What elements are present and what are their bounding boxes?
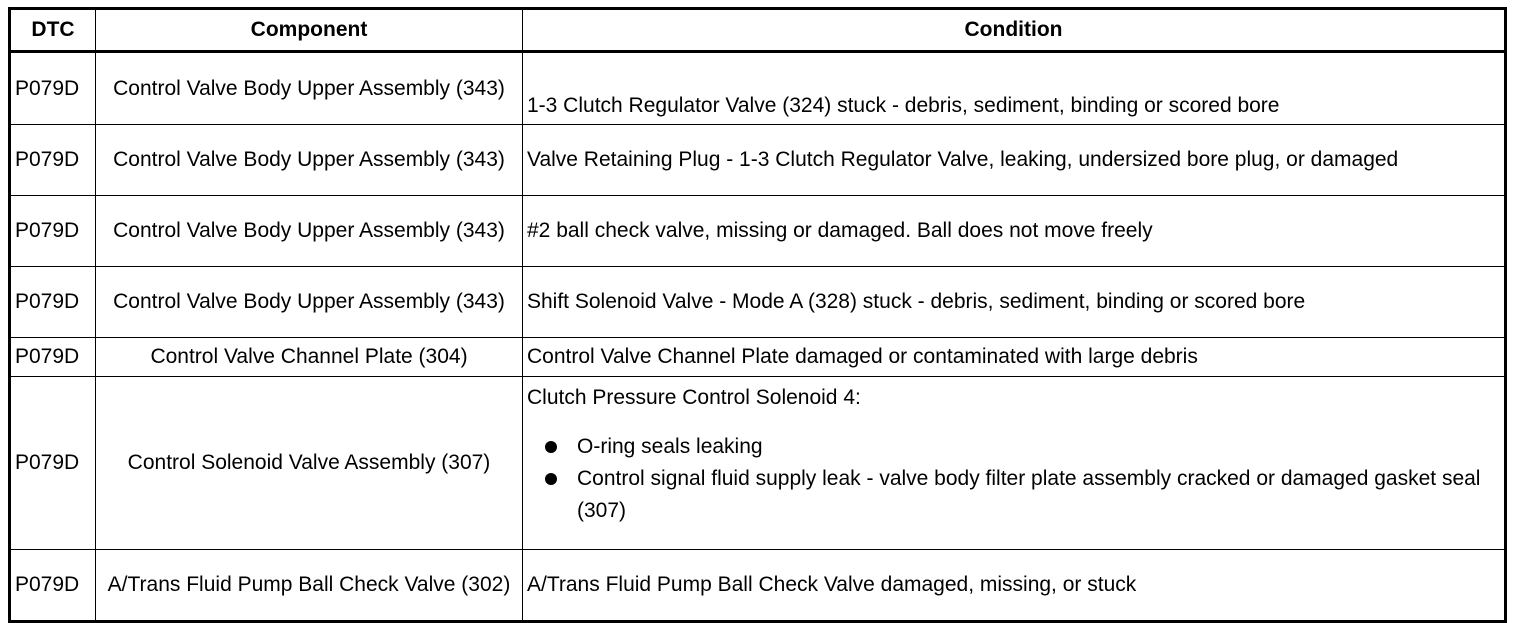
component-cell: Control Solenoid Valve Assembly (307) xyxy=(96,377,523,550)
dtc-cell: P079D xyxy=(10,52,96,125)
condition-bullet-item xyxy=(527,463,1500,527)
bullet-dot-icon xyxy=(545,441,557,453)
table-row xyxy=(10,338,1506,377)
table-row xyxy=(10,267,1506,338)
bullet-text: O-ring seals leaking xyxy=(577,435,763,458)
component-cell: A/Trans Fluid Pump Ball Check Valve (302) xyxy=(96,550,523,622)
table-row xyxy=(10,550,1506,622)
dtc-cell: P079D xyxy=(10,125,96,196)
component-cell: Control Valve Body Upper Assembly (343) xyxy=(96,125,523,196)
component-cell: Control Valve Channel Plate (304) xyxy=(96,338,523,377)
dtc-cell: P079D xyxy=(10,196,96,267)
component-cell: Control Valve Body Upper Assembly (343) xyxy=(96,267,523,338)
component-cell: Control Valve Body Upper Assembly (343) xyxy=(96,52,523,125)
dtc-cell: P079D xyxy=(10,267,96,338)
dtc-cell: P079D xyxy=(10,338,96,377)
table-row xyxy=(10,125,1506,196)
condition-cell: Control Valve Channel Plate damaged or contaminated with large debris xyxy=(523,338,1506,377)
condition-cell: #2 ball check valve, missing or damaged. Ball does not move freely xyxy=(523,196,1506,267)
header-component: Component xyxy=(96,9,523,52)
dtc-cell: P079D xyxy=(10,550,96,622)
header-condition: Condition xyxy=(523,9,1506,52)
condition-cell: Valve Retaining Plug - 1-3 Clutch Regulator Valve, leaking, undersized bore plug, or damaged xyxy=(523,125,1506,196)
dtc-cell: P079D xyxy=(10,377,96,550)
diagnostic-table xyxy=(8,7,1507,623)
table-row xyxy=(10,196,1506,267)
condition-cell: A/Trans Fluid Pump Ball Check Valve damaged, missing, or stuck xyxy=(523,550,1506,622)
table-row xyxy=(10,52,1506,125)
bullet-text: Control signal fluid supply leak - valve body filter plate assembly cracked or damaged gasket seal (307) xyxy=(577,467,1481,522)
condition-intro: Clutch Pressure Control Solenoid 4: xyxy=(527,386,861,409)
header-dtc: DTC xyxy=(10,9,96,52)
table-row xyxy=(10,377,1506,550)
component-cell: Control Valve Body Upper Assembly (343) xyxy=(96,196,523,267)
condition-cell: Shift Solenoid Valve - Mode A (328) stuck - debris, sediment, binding or scored bore xyxy=(523,267,1506,338)
header-row xyxy=(10,9,1506,52)
bullet-dot-icon xyxy=(545,473,557,485)
condition-cell: 1-3 Clutch Regulator Valve (324) stuck - debris, sediment, binding or scored bore xyxy=(523,52,1506,125)
condition-cell xyxy=(523,377,1506,550)
condition-bullet-list xyxy=(527,431,1500,527)
condition-bullet-item xyxy=(527,431,1500,463)
